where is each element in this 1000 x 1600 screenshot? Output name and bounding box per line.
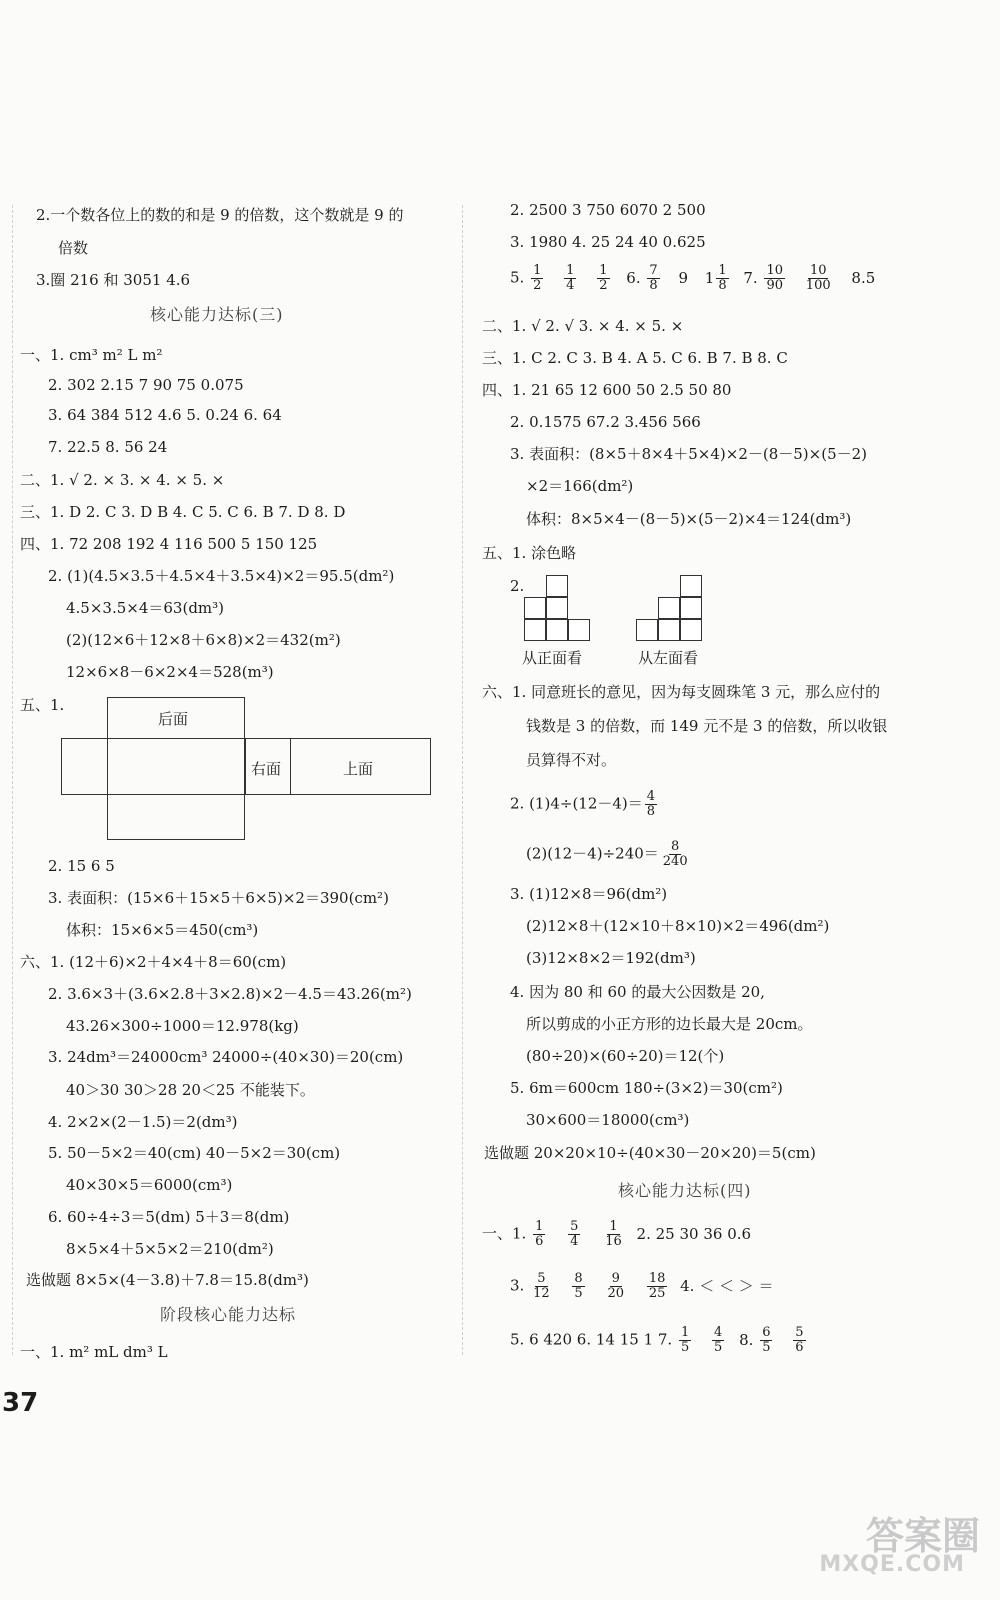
answer-value: 9: [678, 268, 688, 287]
fraction: $\frac{1}{4}$: [566, 263, 575, 293]
answer-line: 一、1. m² mL dm³ L: [20, 1343, 168, 1361]
fraction: $\frac{10}{90}$: [766, 263, 784, 293]
answer-line: 2. (1)(4.5×3.5＋4.5×4＋3.5×4)×2＝95.5(dm²): [48, 567, 395, 585]
answer-line: 体积：8×5×4－(8－5)×(5－2)×4＝124(dm³): [526, 510, 852, 528]
answer-line: 7. 22.5 8. 56 24: [48, 438, 168, 456]
net-label-back: 后面: [158, 710, 189, 728]
answer-line: 2. 0.1575 67.2 3.456 566: [510, 413, 701, 431]
section-title: 阶段核心能力达标: [160, 1305, 297, 1324]
left-view-diagram: [636, 575, 708, 643]
fraction: $\frac{6}{5}$: [762, 1325, 771, 1355]
watermark-url: MXQE.COM: [819, 1552, 965, 1577]
answer-line: 3. 表面积：(8×5＋8×4＋5×4)×2－(8－5)×(5－2): [510, 445, 868, 463]
net-face-bottom: [107, 794, 245, 840]
fraction: $\frac{10}{100}$: [805, 263, 831, 293]
answer-line: 倍数: [58, 239, 89, 257]
answer-line: 2. (1)4÷(12－4)＝ $\frac{4}{8}$: [510, 789, 656, 819]
fraction: $\frac{7}{8}$: [649, 263, 658, 293]
answer-line: 8×5×4＋5×5×2＝210(dm²): [66, 1240, 274, 1258]
fraction: $\frac{4}{8}$: [646, 789, 656, 819]
front-view-diagram: [524, 575, 596, 643]
answer-line: 钱数是 3 的倍数，而 149 元不是 3 的倍数，所以收银: [526, 717, 888, 735]
answer-line: ×2＝166(dm²): [526, 477, 634, 495]
answer-line: 4. 2×2×(2－1.5)＝2(dm³): [48, 1113, 238, 1131]
answer-line: 3. 24dm³＝24000cm³ 24000÷(40×30)＝20(cm): [48, 1048, 404, 1066]
answer-line: 员算得不对。: [526, 751, 617, 769]
item-label: 5.: [510, 268, 525, 287]
answer-line: 3. (1)12×8＝96(dm²): [510, 885, 668, 903]
answer-line: 五、1.: [20, 696, 65, 714]
view-label-left: 从左面看: [638, 649, 699, 667]
fraction: $\frac{9}{20}$: [607, 1271, 625, 1301]
answer-line: 3.圈 216 和 3051 4.6: [36, 271, 191, 289]
fraction: $\frac{1}{2}$: [599, 263, 608, 293]
answer-line: 选做题 8×5×(4－3.8)＋7.8＝15.8(dm³): [26, 1271, 309, 1289]
answer-line: 体积：15×6×5＝450(cm³): [66, 921, 259, 939]
net-face-front: [107, 738, 245, 795]
fraction: $\frac{5}{12}$: [533, 1271, 550, 1301]
answer-line: 12×6×8－6×2×4＝528(m³): [66, 663, 274, 681]
section-title: 核心能力达标(三): [150, 305, 284, 324]
answer-line: 2. 2500 3 750 6070 2 500: [510, 201, 706, 219]
watermark-logo: 答案圈: [865, 1514, 980, 1558]
answer-line: 2. 3.6×3＋(3.6×2.8＋3×2.8)×2－4.5＝43.26(m²): [48, 985, 412, 1003]
answer-line: 3. 表面积：(15×6＋15×5＋6×5)×2＝390(cm²): [48, 889, 389, 907]
answer-line: 三、1. C 2. C 3. B 4. A 5. C 6. B 7. B 8. C: [482, 349, 788, 367]
answer-line: 3. 1980 4. 25 24 40 0.625: [510, 233, 706, 251]
answer-line: (2)(12－4)÷240＝ $\frac{8}{240}$: [526, 839, 688, 869]
answer-line: 选做题 20×20×10÷(40×30－20×20)＝5(cm): [484, 1144, 816, 1162]
answer-line: 2. 15 6 5: [48, 857, 115, 875]
answer-line: 3. $\frac{5}{12}$ $\frac{8}{5}$ $\frac{9}{20}$ $\frac{18}{25}$ 4. ＜ ＜ ＞ ＝: [510, 1271, 774, 1301]
page-number: 37: [2, 1388, 39, 1418]
answer-line: 40×30×5＝6000(cm³): [66, 1176, 233, 1194]
answer-line: (80÷20)×(60÷20)＝12(个): [526, 1047, 725, 1065]
answer-line: 4.5×3.5×4＝63(dm³): [66, 599, 225, 617]
answer-line: (3)12×8×2＝192(dm³): [526, 949, 696, 967]
answer-line: 30×600＝18000(cm³): [526, 1111, 690, 1129]
net-label-right: 右面: [251, 760, 282, 778]
answer-line: 5. 6m＝600cm 180÷(3×2)＝30(cm²): [510, 1079, 783, 1097]
answer-line: 5. 6 420 6. 14 15 1 7. $\frac{1}{5}$ $\frac{4}{5}$ 8. $\frac{6}{5}$ $\frac{5}{6}$: [510, 1325, 804, 1355]
answer-line: 四、1. 72 208 192 4 116 500 5 150 125: [20, 535, 318, 553]
answer-line: 40＞30 30＞28 20＜25 不能装下。: [66, 1081, 315, 1099]
fraction: $\frac{1}{5}$: [680, 1325, 690, 1355]
answer-line: 2. 302 2.15 7 90 75 0.075: [48, 376, 244, 394]
answer-line: 二、1. √ 2. √ 3. × 4. × 5. ×: [482, 317, 684, 335]
fraction: $\frac{8}{5}$: [574, 1271, 583, 1301]
section-title: 核心能力达标(四): [618, 1181, 752, 1200]
answer-line: 一、1. $\frac{1}{6}$ $\frac{5}{4}$ $\frac{1}{16}$ 2. 25 30 36 0.6: [482, 1219, 752, 1249]
answer-line: 六、1. (12＋6)×2＋4×4＋8＝60(cm): [20, 953, 287, 971]
net-label-top: 上面: [343, 760, 374, 778]
fraction: $\frac{5}{4}$: [570, 1219, 579, 1249]
item-label: 6.: [626, 268, 641, 287]
answer-line: 所以剪成的小正方形的边长最大是 20cm。: [526, 1015, 813, 1033]
answer-line: 二、1. √ 2. × 3. × 4. × 5. ×: [20, 471, 225, 489]
answer-line: (2)(12×6＋12×8＋6×8)×2＝432(m²): [66, 631, 341, 649]
fraction: $\frac{5}{6}$: [795, 1325, 804, 1355]
fraction: $\frac{8}{240}$: [662, 839, 688, 869]
answer-value: 8.5: [851, 268, 876, 287]
answer-line: 三、1. D 2. C 3. D B 4. C 5. C 6. B 7. D 8. D: [20, 503, 346, 521]
answer-line: 六、1. 同意班长的意见，因为每支圆珠笔 3 元，那么应付的: [482, 683, 881, 701]
answer-line: 一、1. cm³ m² L m²: [20, 346, 163, 364]
answer-line: 4. 因为 80 和 60 的最大公因数是 20,: [510, 983, 765, 1001]
answer-value: 1: [704, 268, 715, 287]
fraction: $\frac{1}{6}$: [535, 1219, 544, 1249]
column-divider: [462, 205, 463, 1355]
answer-line: 3. 64 384 512 4.6 5. 0.24 6. 64: [48, 406, 282, 424]
answer-line: 五、1. 涂色略: [482, 544, 577, 562]
fraction: $\frac{1}{8}$: [718, 263, 727, 293]
fraction: $\frac{4}{5}$: [714, 1325, 723, 1355]
answer-line: 6. 60÷4÷3＝5(dm) 5＋3＝8(dm): [48, 1208, 290, 1226]
fraction: $\frac{1}{16}$: [605, 1219, 622, 1249]
answer-line: 四、1. 21 65 12 600 50 2.5 50 80: [482, 381, 732, 399]
fraction: $\frac{1}{2}$: [533, 263, 542, 293]
answer-line: [510, 264, 875, 293]
view-label-front: 从正面看: [522, 649, 583, 667]
answer-line: 43.26×300÷1000＝12.978(kg): [66, 1017, 299, 1035]
item-label: 7.: [743, 268, 758, 287]
answer-line: 2.一个数各位上的数的和是 9 的倍数，这个数就是 9 的: [36, 206, 404, 224]
answer-line: 5. 50－5×2＝40(cm) 40－5×2＝30(cm): [48, 1144, 341, 1162]
answer-line: (2)12×8＋(12×10＋8×10)×2＝496(dm²): [526, 917, 830, 935]
answer-line: 2.: [510, 577, 525, 595]
left-margin-rule: [12, 205, 13, 1355]
fraction: $\frac{18}{25}$: [648, 1271, 666, 1301]
